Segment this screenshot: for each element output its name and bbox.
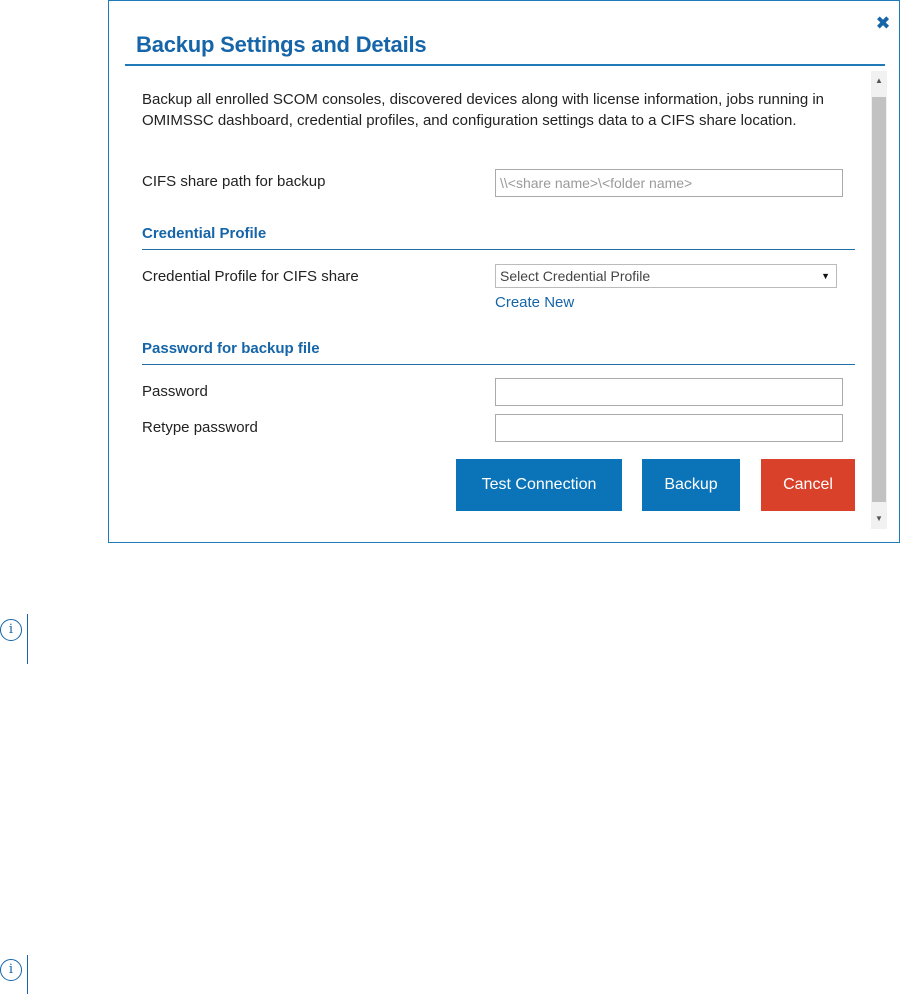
credential-section-divider <box>142 249 855 250</box>
note-divider <box>27 614 28 664</box>
password-input[interactable] <box>495 378 843 406</box>
cifs-path-input[interactable] <box>495 169 843 197</box>
scroll-up-icon[interactable]: ▲ <box>875 76 883 85</box>
password-section-divider <box>142 364 855 365</box>
cancel-button[interactable]: Cancel <box>761 459 855 511</box>
dropdown-arrow-icon: ▼ <box>821 271 830 281</box>
backup-settings-dialog <box>108 0 900 543</box>
test-connection-button[interactable]: Test Connection <box>456 459 622 511</box>
credential-profile-heading: Credential Profile <box>142 225 267 242</box>
title-divider <box>125 64 885 66</box>
info-icon: i <box>0 619 22 641</box>
create-new-link[interactable]: Create New <box>495 294 575 311</box>
dialog-scrollbar[interactable] <box>871 71 887 529</box>
credential-profile-select-value: Select Credential Profile <box>500 268 651 284</box>
scroll-thumb[interactable] <box>872 97 886 502</box>
dialog-content <box>142 89 862 529</box>
info-icon: i <box>0 959 22 981</box>
backup-button[interactable]: Backup <box>642 459 740 511</box>
scroll-down-icon[interactable]: ▼ <box>875 514 883 523</box>
backup-description: Backup all enrolled SCOM consoles, discovered devices along with license information, jobs running in OMIMSSC dashboard, credential profiles, and configuration settings data to a CIFS share location. <box>142 91 825 129</box>
dialog-title: Backup Settings and Details <box>136 32 427 57</box>
retype-password-input[interactable] <box>495 414 843 442</box>
close-icon[interactable]: ✖ <box>875 13 891 33</box>
retype-password-label: Retype password <box>142 419 258 436</box>
credential-profile-label: Credential Profile for CIFS share <box>142 268 359 285</box>
password-section-heading: Password for backup file <box>142 340 320 357</box>
credential-profile-select[interactable] <box>495 264 837 288</box>
note-divider <box>27 955 28 994</box>
cifs-path-label: CIFS share path for backup <box>142 173 326 190</box>
password-label: Password <box>142 383 208 400</box>
